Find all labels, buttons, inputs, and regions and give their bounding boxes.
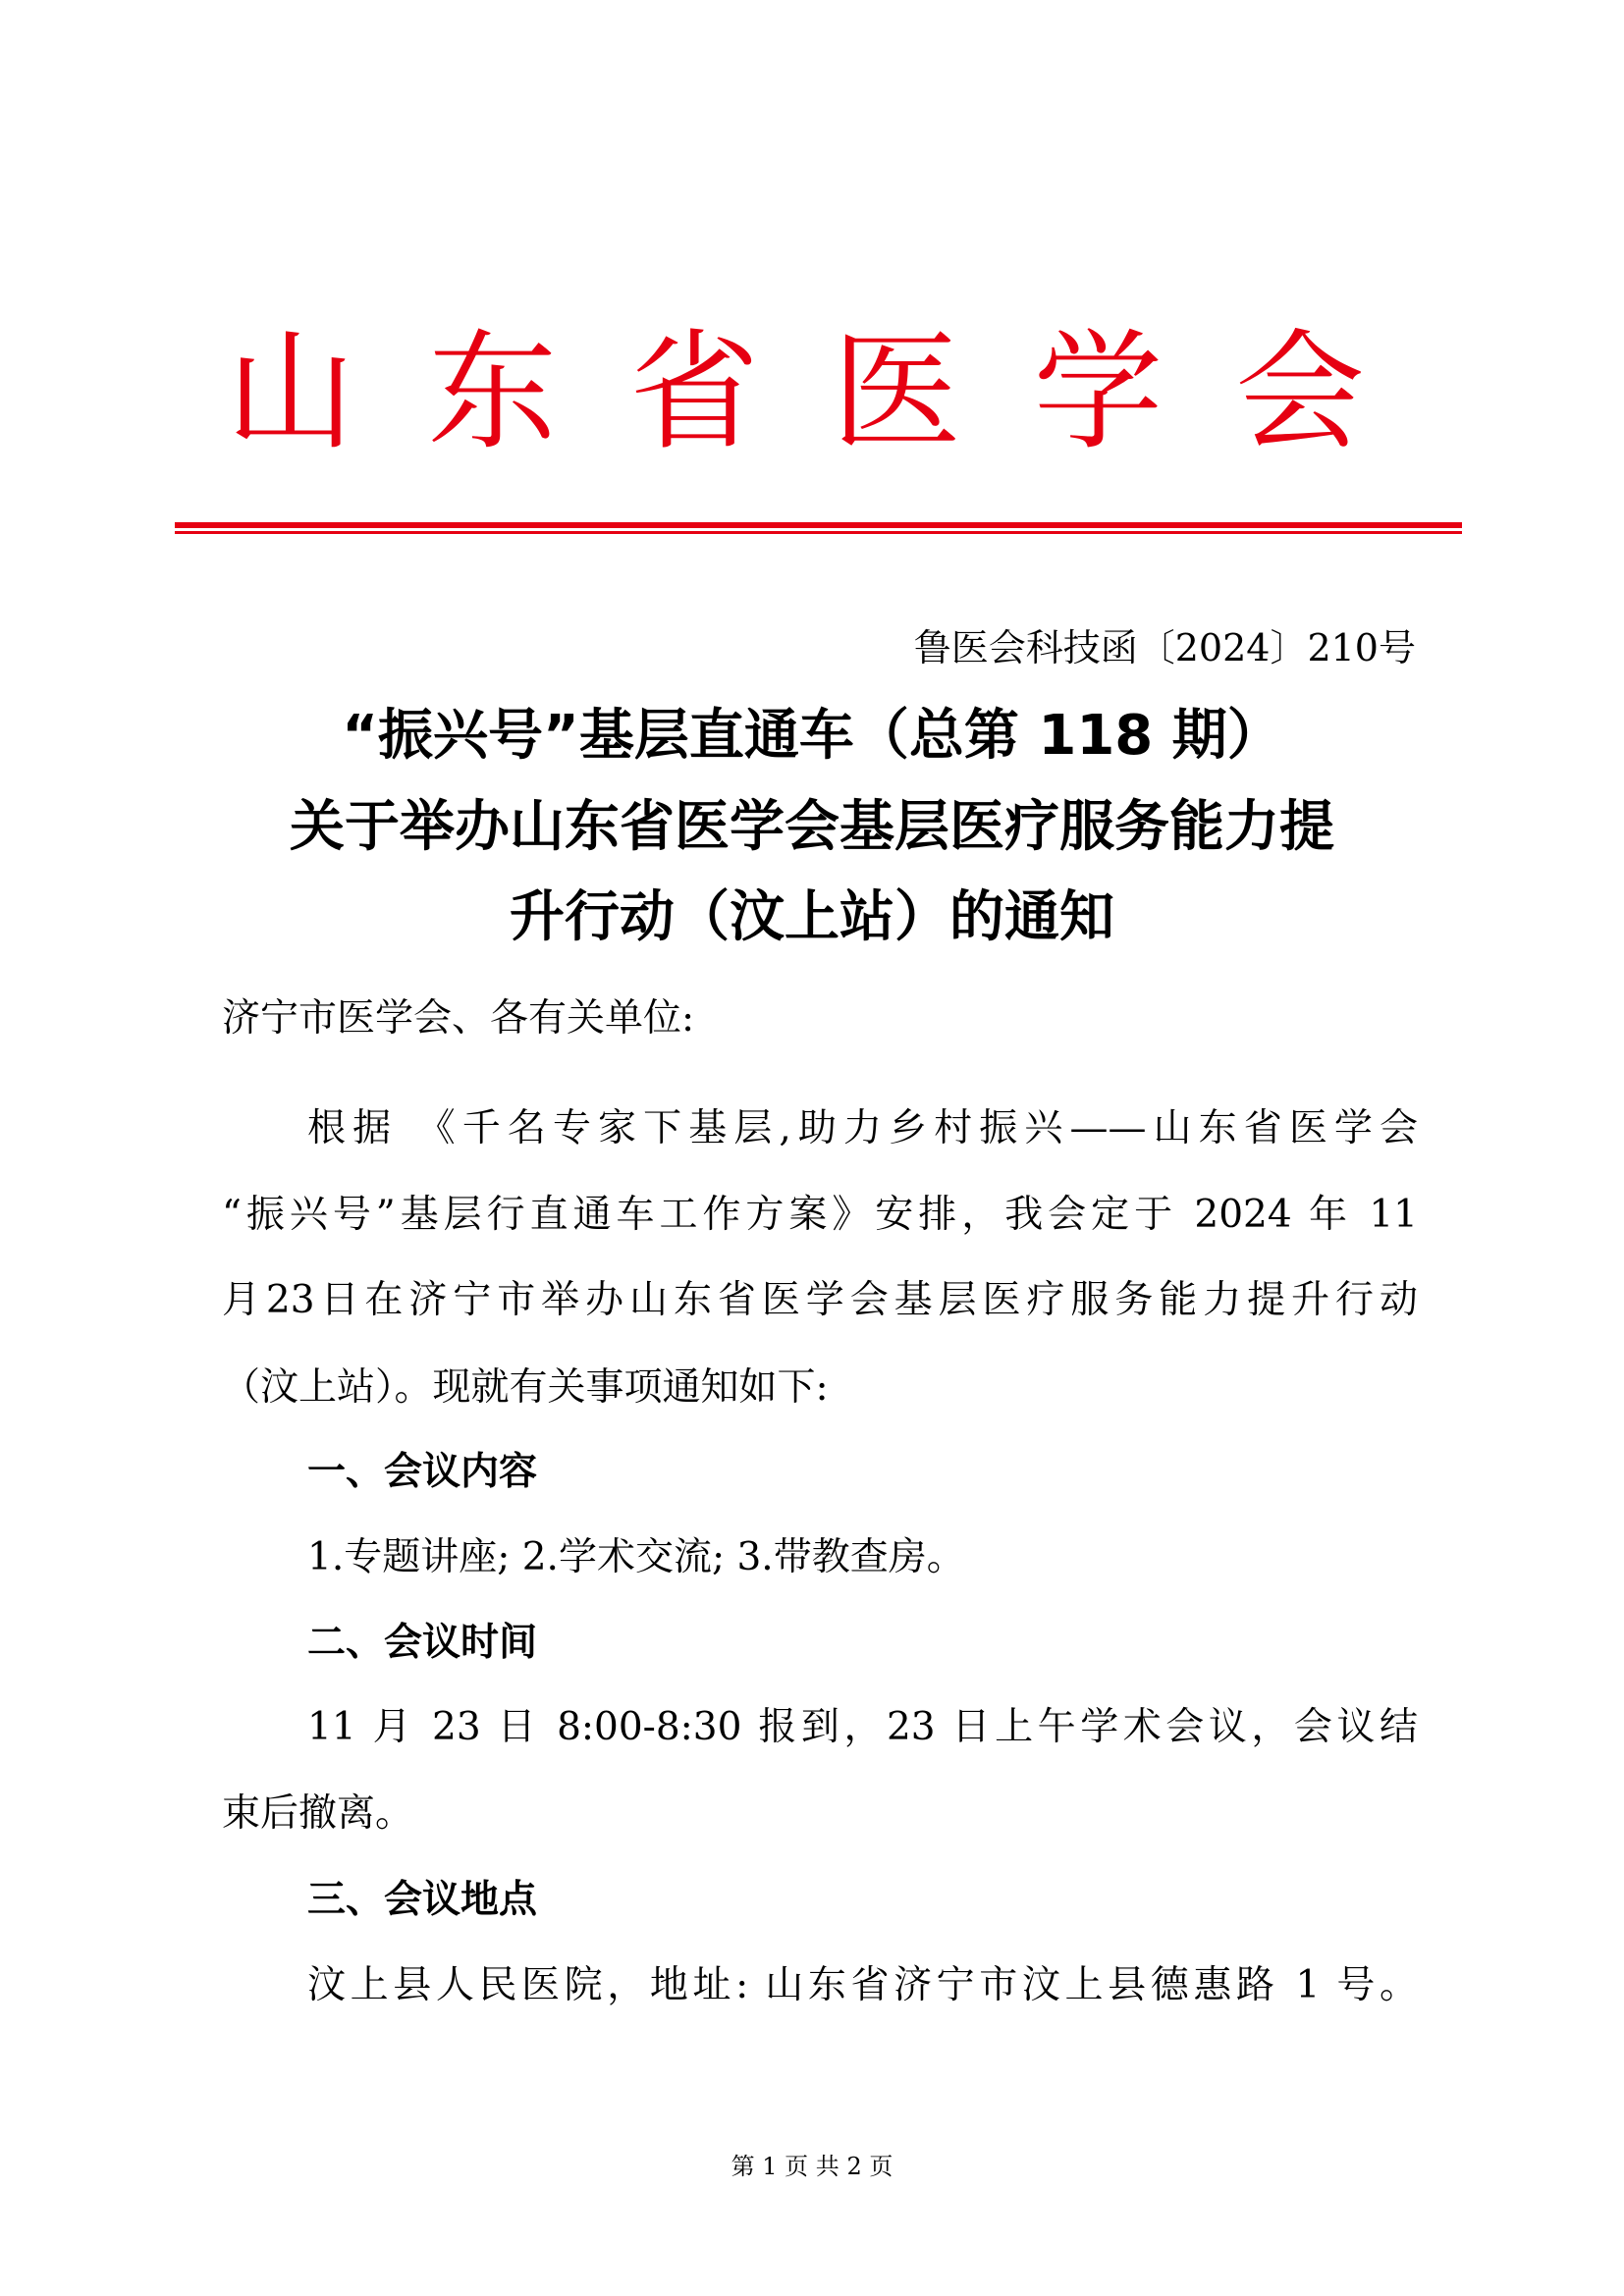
letterhead-red-rule [175,522,1462,528]
section-time-line-1: 11 月 23 日 8:00-8:30 报到，23 日上午学术会议，会议结 [307,1705,1418,1749]
section-heading-location: 三、会议地点 [307,1878,538,1922]
salutation: 济宁市医学会、各有关单位: [222,996,695,1041]
intro-line-1: 根据 《千名专家下基层,助力乡村振兴——山东省医学会 [307,1106,1418,1150]
section-heading-time: 二、会议时间 [307,1621,538,1665]
document-number: 鲁医会科技函〔2024〕210号 [913,626,1416,669]
intro-line-4: （汶上站）。现就有关事项通知如下: [222,1365,829,1410]
letterhead-org-name: 山 东 省 医 学 会 [226,317,1365,468]
intro-line-3: 月23日在济宁市举办山东省医学会基层医疗服务能力提升行动 [222,1278,1418,1322]
intro-line-2: “振兴号”基层行直通车工作方案》安排，我会定于 2024 年 11 [222,1193,1418,1237]
page-footer: 第 1 页 共 2 页 [731,2153,893,2180]
letterhead-red-rule-thin [175,531,1462,534]
section-time-line-2: 束后撤离。 [222,1791,414,1836]
section-location-line: 汶上县人民医院，地址: 山东省济宁市汶上县德惠路 1 号。 [307,1963,1418,2007]
section-heading-content: 一、会议内容 [307,1450,538,1494]
section-content-line: 1.专题讲座; 2.学术交流; 3.带教查房。 [307,1535,965,1579]
title-line-1: “振兴号”基层直通车（总第 118 期） [342,704,1282,768]
title-line-2: 关于举办山东省医学会基层医疗服务能力提 [290,795,1334,859]
title-line-3: 升行动（汶上站）的通知 [510,885,1114,949]
